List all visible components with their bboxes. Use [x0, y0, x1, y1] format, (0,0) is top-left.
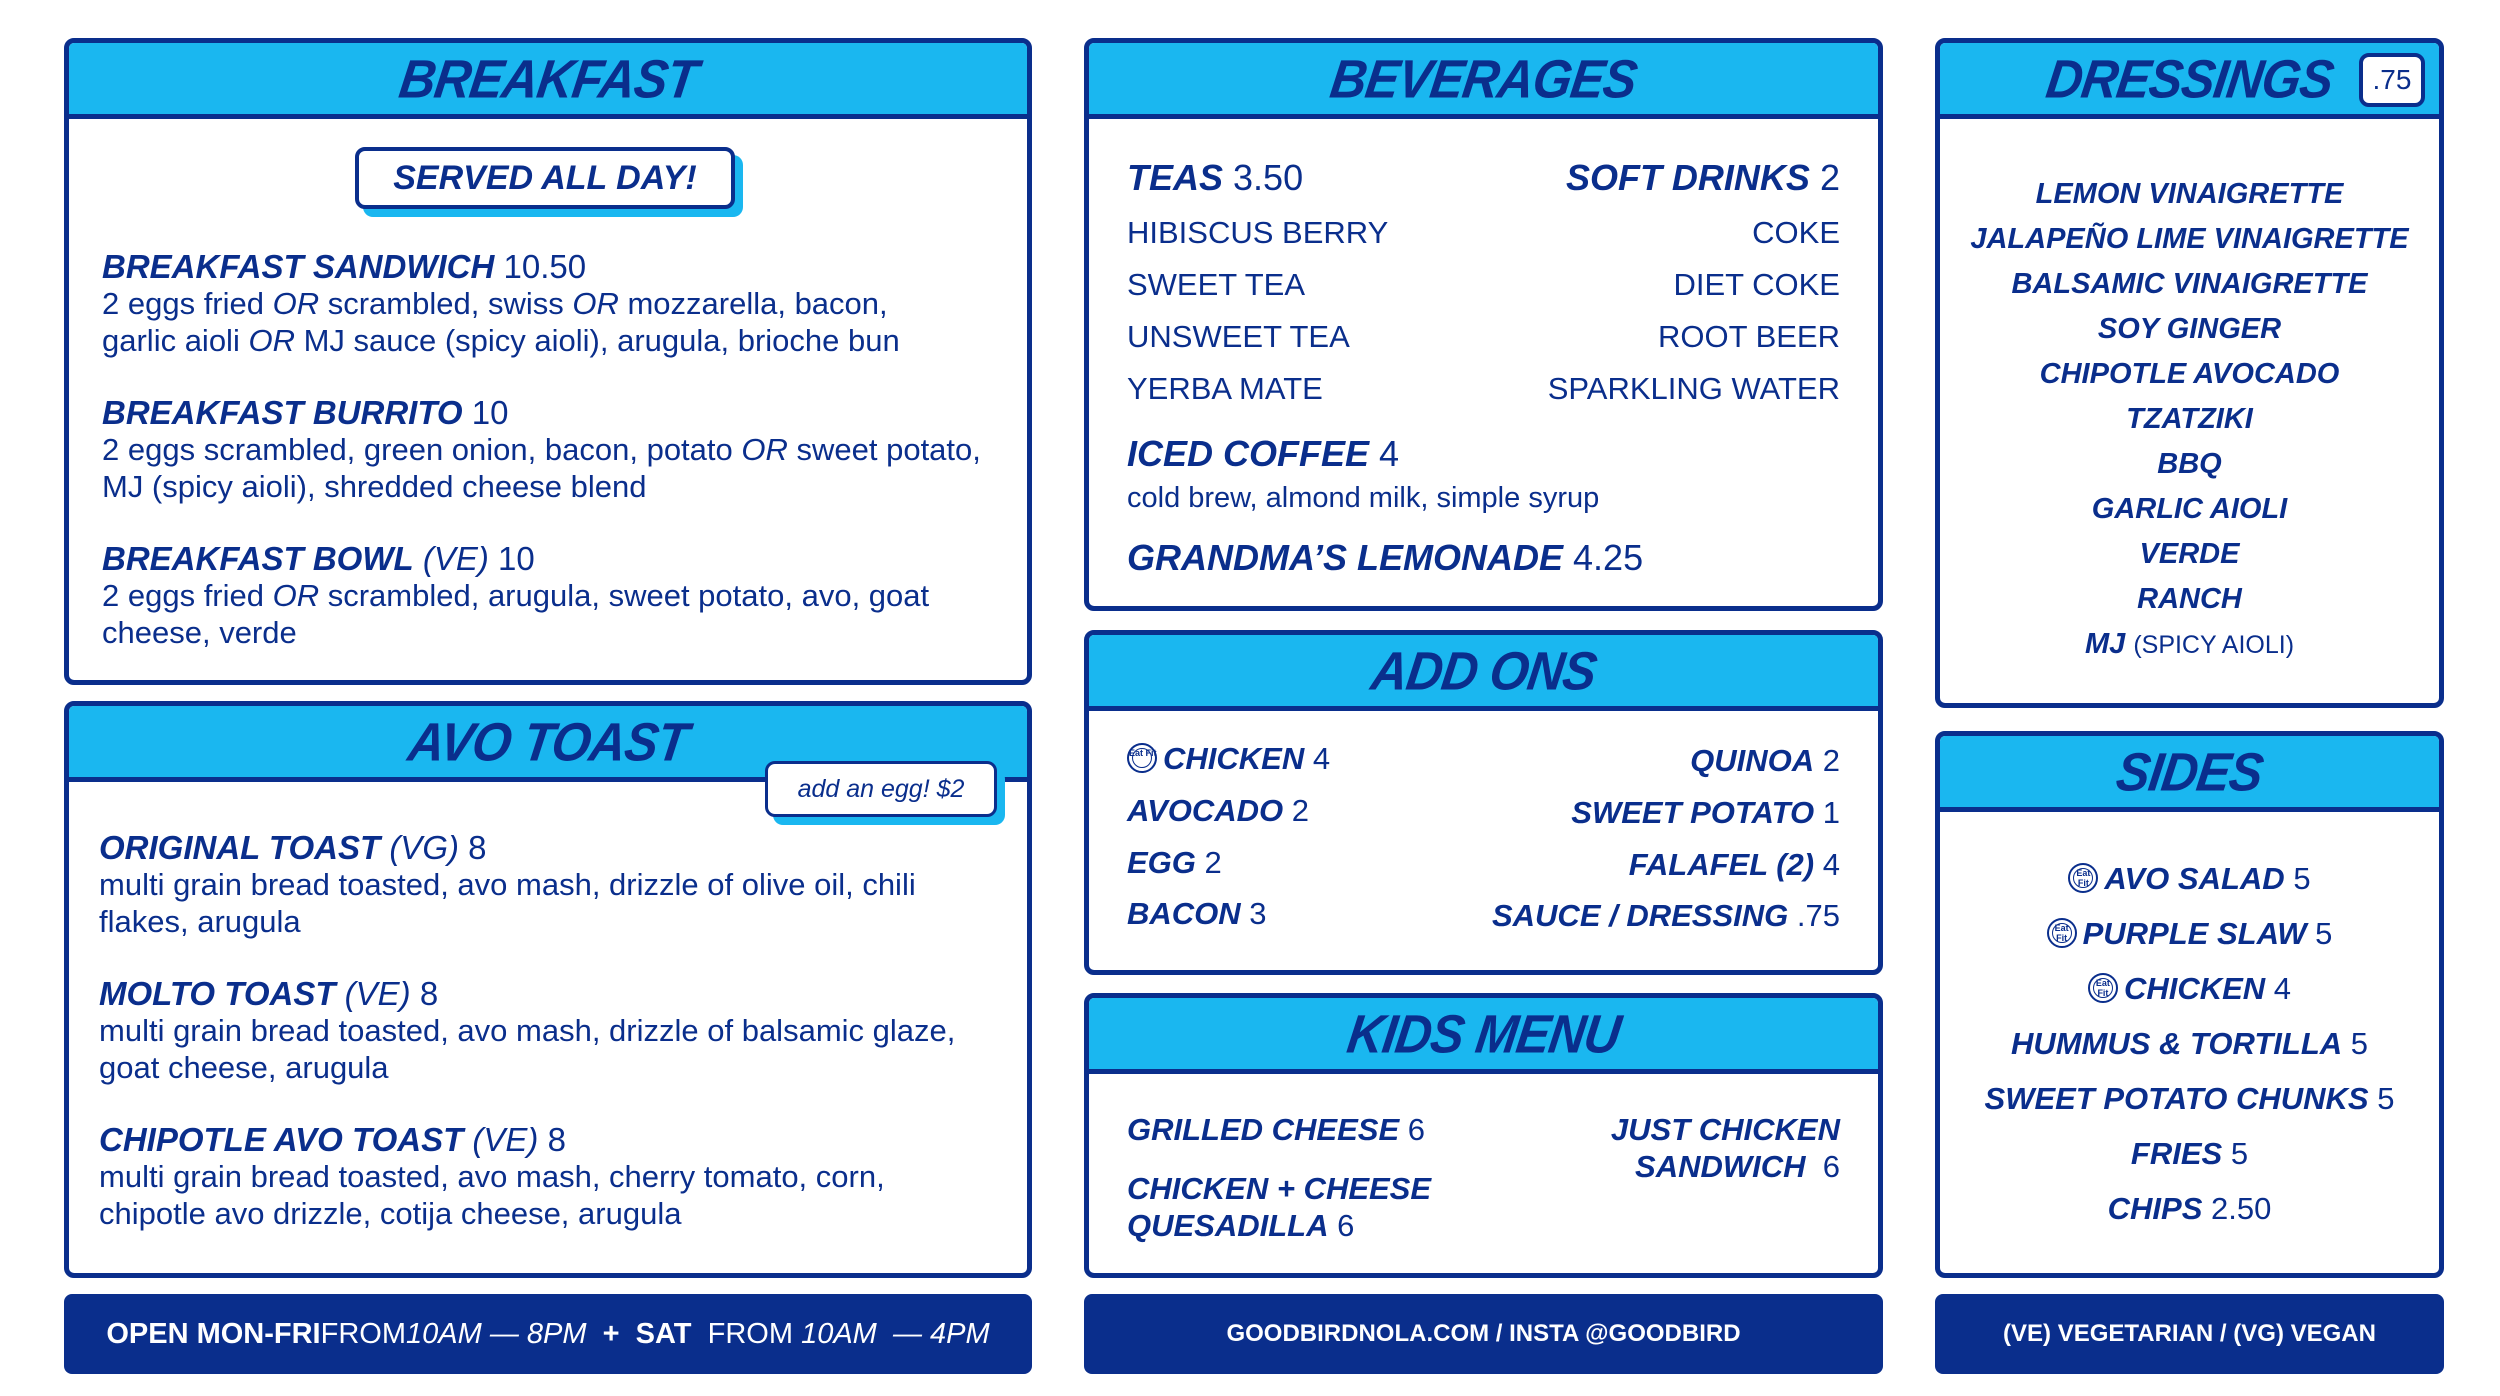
soft-drinks-heading: SOFT DRINKS 2	[1565, 157, 1840, 198]
lemonade-heading: GRANDMA’S LEMONADE 4.25	[1127, 537, 1644, 578]
served-all-day-text: SERVED ALL DAY!	[393, 158, 697, 197]
breakfast-header	[69, 43, 1027, 119]
diet-legend: (VE) VEGETARIAN / (VG) VEGAN	[2003, 1320, 2376, 1347]
dressing-item: BALSAMIC VINAIGRETTE	[2011, 268, 2368, 300]
item-description: 2 eggs fried OR scrambled, swiss OR mozzarella, bacon,	[102, 286, 888, 321]
side-sweet-potato-chunks: SWEET POTATO CHUNKS 5	[1984, 1081, 2395, 1116]
item-description: cheese, verde	[102, 615, 297, 650]
add-ons-panel	[1084, 630, 1883, 975]
item-description: 2 eggs scrambled, green onion, bacon, potato OR sweet potato,	[102, 432, 981, 467]
addon-sweet-potato: SWEET POTATO 1	[1571, 795, 1840, 830]
item-name: MOLTO TOAST	[99, 975, 336, 1012]
kids-grilled-cheese: GRILLED CHEESE 6	[1127, 1112, 1426, 1147]
item-description: garlic aioli OR MJ sauce (spicy aioli), arugula, brioche bun	[102, 323, 900, 358]
iced-coffee-heading: ICED COFFEE 4	[1127, 433, 1400, 474]
dressing-item: SOY GINGER	[2097, 313, 2282, 345]
dressing-item: TZATZIKI	[2126, 403, 2253, 435]
menu-item-breakfast-bowl	[102, 540, 929, 651]
side-chicken: Eat Fit CHICKEN 4	[1940, 971, 2439, 1007]
kids-menu-panel	[1084, 993, 1883, 1278]
sides-panel	[1935, 731, 2444, 1278]
beverages-title: BEVERAGES	[1326, 48, 1641, 109]
kids-menu-title: KIDS MENU	[1343, 1003, 1624, 1064]
menu-item-breakfast-burrito	[102, 394, 981, 505]
eat-fit-icon: Eat Fit	[2047, 918, 2077, 948]
side-hummus: HUMMUS & TORTILLA 5	[2010, 1026, 2369, 1061]
item-price: 10	[498, 540, 535, 577]
addon-chicken: Eat Fit CHICKEN 4	[1129, 741, 1331, 776]
item-price: 8	[547, 1121, 566, 1158]
eat-fit-icon: Eat Fit	[2088, 973, 2118, 1003]
menu-item-original-toast	[99, 829, 916, 940]
addon-avocado: AVOCADO 2	[1127, 793, 1310, 828]
teas-heading: TEAS 3.50	[1127, 157, 1304, 198]
beverages-header	[1089, 43, 1878, 119]
addon-falafel: FALAFEL (2) 4	[1628, 847, 1840, 882]
addon-bacon: BACON 3	[1127, 896, 1267, 931]
item-description: multi grain bread toasted, avo mash, drizzle of olive oil, chili	[99, 867, 916, 902]
item-name: BREAKFAST BURRITO	[102, 394, 463, 431]
dressing-item: JALAPEÑO LIME VINAIGRETTE	[1970, 223, 2409, 255]
sides-header	[1940, 736, 2439, 812]
dressing-item: CHIPOTLE AVOCADO	[2039, 358, 2340, 390]
dressings-price: .75	[2372, 64, 2412, 95]
legend-footer	[1935, 1294, 2444, 1374]
kids-quesadilla: CHICKEN + CHEESE	[1127, 1171, 1432, 1206]
soft-drink-item: ROOT BEER	[1657, 319, 1840, 354]
item-name: CHIPOTLE AVO TOAST	[99, 1121, 464, 1158]
side-fries: FRIES 5	[2130, 1136, 2249, 1171]
iced-coffee-description: cold brew, almond milk, simple syrup	[1127, 482, 1600, 514]
menu-item-molto-toast	[99, 975, 955, 1086]
eat-fit-icon: Eat Fit	[2068, 863, 2098, 893]
dressing-item: LEMON VINAIGRETTE	[2035, 178, 2344, 210]
item-description: multi grain bread toasted, avo mash, drizzle of balsamic glaze,	[99, 1013, 956, 1048]
website-footer[interactable]	[1084, 1294, 1883, 1374]
menu-item-chipotle-avo-toast	[99, 1121, 885, 1232]
dressings-title: DRESSINGS	[2042, 48, 2337, 109]
tea-item: YERBA MATE	[1127, 371, 1323, 406]
side-avo-salad: Eat Fit AVO SALAD 5	[1940, 861, 2439, 897]
item-tag: (VE)	[344, 975, 411, 1012]
dressing-item: BBQ	[2157, 448, 2222, 480]
item-tag: (VG)	[389, 829, 459, 866]
side-purple-slaw: Eat Fit PURPLE SLAW 5	[1940, 916, 2439, 952]
kids-just-chicken-line2: SANDWICH 6	[1635, 1149, 1840, 1184]
dressing-item: RANCH	[2137, 583, 2242, 615]
side-chips: CHIPS 2.50	[2107, 1191, 2272, 1226]
menu-item-breakfast-sandwich	[102, 248, 900, 359]
website-link[interactable]: GOODBIRDNOLA.COM / INSTA @GOODBIRD	[1226, 1320, 1741, 1347]
dressings-header	[1940, 43, 2439, 119]
item-tag: (VE)	[422, 540, 489, 577]
item-price: 10.50	[503, 248, 587, 285]
dressing-item-mj: MJ (SPICY AIOLI)	[2084, 628, 2295, 660]
addon-quinoa: QUINOA 2	[1690, 743, 1840, 778]
item-description: chipotle avo drizzle, cotija cheese, arugula	[99, 1196, 682, 1231]
add-egg-badge	[765, 761, 997, 817]
item-name: BREAKFAST BOWL	[102, 540, 414, 577]
beverages-panel	[1084, 38, 1883, 611]
soft-drink-item: DIET COKE	[1673, 267, 1840, 302]
add-ons-title: ADD ONS	[1367, 640, 1600, 701]
dressing-item: VERDE	[2139, 538, 2240, 570]
item-price: 10	[471, 394, 509, 431]
served-all-day-badge	[355, 147, 735, 209]
avo-toast-panel	[64, 701, 1032, 1278]
add-egg-text: add an egg! $2	[797, 774, 965, 803]
kids-just-chicken: JUST CHICKEN	[1610, 1112, 1840, 1147]
soft-drink-item: COKE	[1752, 215, 1840, 250]
item-description: flakes, arugula	[99, 904, 301, 939]
item-tag: (VE)	[472, 1121, 539, 1158]
dressings-price-badge	[2359, 53, 2425, 107]
item-description: MJ (spicy aioli), shredded cheese blend	[102, 469, 647, 504]
avo-toast-title: AVO TOAST	[404, 711, 692, 772]
addon-sauce-dressing: SAUCE / DRESSING .75	[1491, 898, 1840, 933]
dressings-panel	[1935, 38, 2444, 708]
tea-item: UNSWEET TEA	[1127, 319, 1350, 354]
item-description: goat cheese, arugula	[99, 1050, 389, 1085]
tea-item: SWEET TEA	[1127, 267, 1306, 302]
item-description: 2 eggs fried OR scrambled, arugula, sweet potato, avo, goat	[102, 578, 930, 613]
add-ons-header	[1089, 635, 1878, 711]
item-name: BREAKFAST SANDWICH	[102, 248, 495, 285]
soft-drink-item: SPARKLING WATER	[1547, 371, 1840, 406]
breakfast-panel	[64, 38, 1032, 685]
dressing-item: GARLIC AIOLI	[2091, 493, 2288, 525]
breakfast-title: BREAKFAST	[395, 48, 701, 109]
eat-fit-icon: Eat Fit	[1127, 743, 1157, 773]
item-name: ORIGINAL TOAST	[99, 829, 381, 866]
item-price: 8	[419, 975, 439, 1012]
hours-footer: OPEN MON-FRI FROM 10AM — 8PM + SAT FROM 10AM — 4PM	[64, 1294, 1032, 1374]
sides-title: SIDES	[2112, 741, 2267, 802]
item-price: 8	[468, 829, 487, 866]
addon-egg: EGG 2	[1127, 845, 1222, 880]
kids-quesadilla-line2: QUESADILLA 6	[1127, 1208, 1355, 1243]
item-description: multi grain bread toasted, avo mash, cherry tomato, corn,	[99, 1159, 885, 1194]
tea-item: HIBISCUS BERRY	[1127, 215, 1389, 250]
kids-menu-header	[1089, 998, 1878, 1074]
